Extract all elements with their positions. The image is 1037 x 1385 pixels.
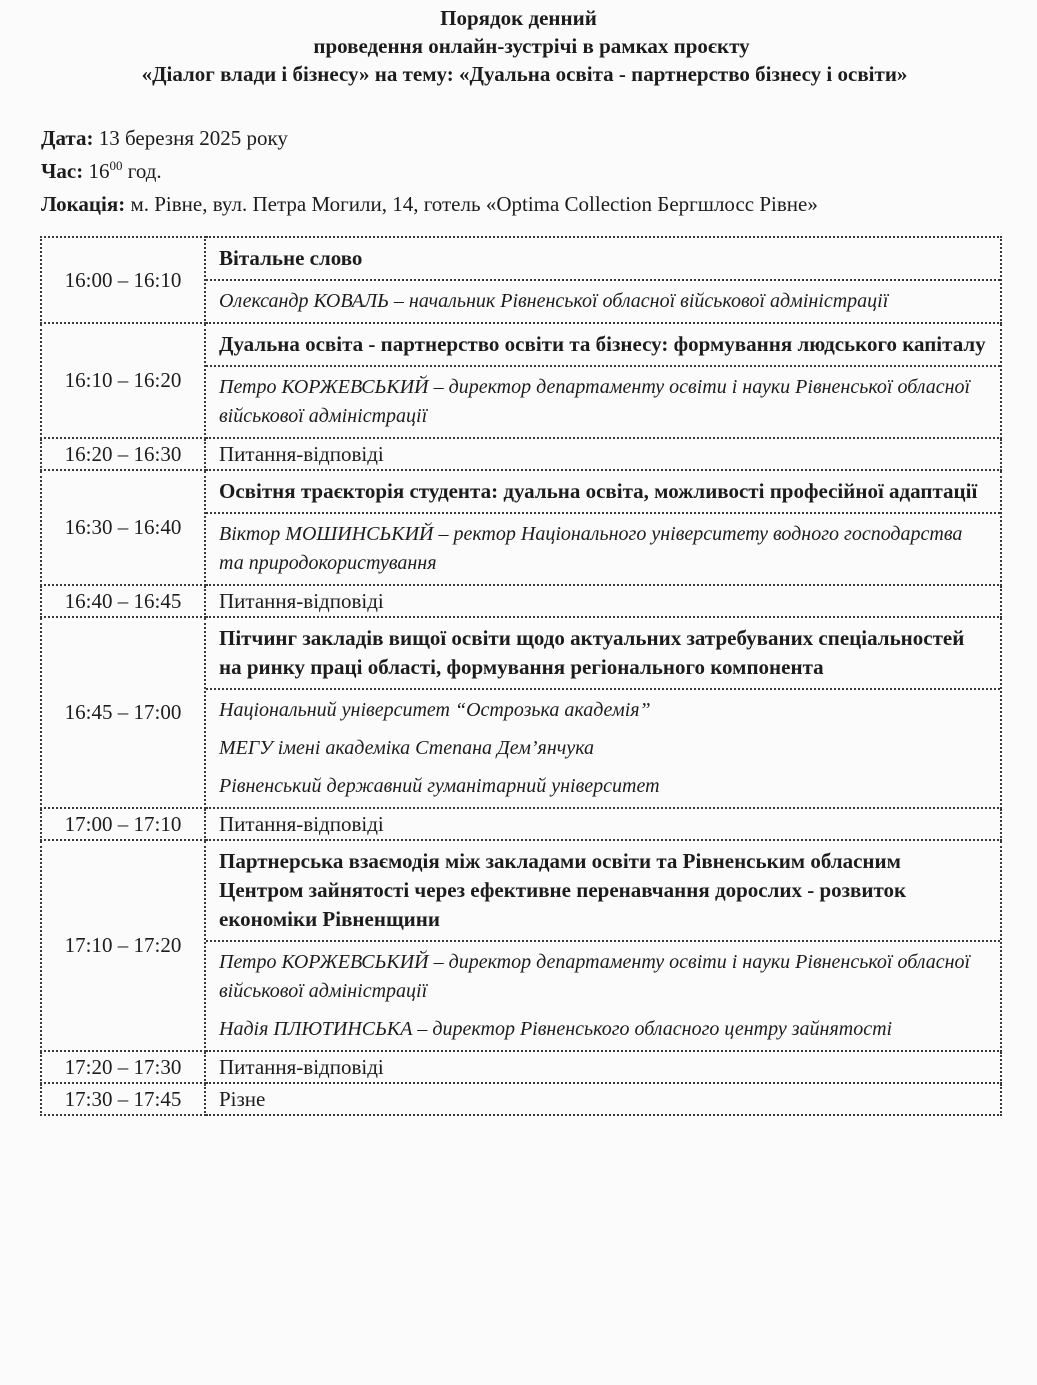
date-label: Дата:	[41, 126, 94, 150]
location-value: м. Рівне, вул. Петра Могили, 14, готель «Optima Collection Бергшлосс Рівне»	[130, 192, 818, 216]
time-hour: 16	[88, 159, 110, 183]
agenda-time: 16:20 – 16:30	[41, 438, 205, 470]
agenda-content	[205, 470, 1001, 585]
heading-title: Порядок денний	[440, 6, 597, 30]
time-suffix: год.	[127, 159, 162, 183]
agenda-content	[205, 617, 1001, 808]
agenda-speakers	[206, 279, 1000, 322]
agenda-row	[41, 237, 1001, 323]
location-row	[41, 188, 818, 221]
agenda-time: 17:20 – 17:30	[41, 1051, 205, 1083]
speaker: Надія ПЛЮТИНСЬКА – директор Рівненського обласного центру зайнятості	[219, 1018, 893, 1040]
agenda-misc: Різне	[219, 1087, 266, 1111]
agenda-speakers	[206, 365, 1000, 437]
time-minutes: 00	[109, 158, 123, 173]
speaker: Віктор МОШИНСЬКИЙ – ректор Національного університету водного господарства та природокористування	[219, 523, 963, 574]
agenda-qa: Питання-відповіді	[219, 442, 384, 466]
date-row	[41, 122, 818, 155]
meeting-details	[41, 122, 818, 221]
agenda-row	[41, 438, 1001, 470]
agenda-time: 16:45 – 17:00	[41, 617, 205, 808]
heading-subtitle: проведення онлайн-зустрічі в рамках проєкту	[313, 34, 750, 58]
agenda-time: 16:10 – 16:20	[41, 323, 205, 438]
agenda-row	[41, 808, 1001, 840]
agenda-row	[41, 1083, 1001, 1115]
document-heading	[0, 4, 1037, 88]
agenda-row	[41, 617, 1001, 808]
speaker: Петро КОРЖЕВСЬКИЙ – директор департаменту освіти і науки Рівненської обласної військової адміністрації	[219, 376, 971, 427]
agenda-content	[205, 323, 1001, 438]
agenda-content	[205, 808, 1001, 840]
agenda-row	[41, 585, 1001, 617]
agenda-qa: Питання-відповіді	[219, 589, 384, 613]
agenda-row	[41, 1051, 1001, 1083]
agenda-topic: Освітня траєкторія студента: дуальна освіта, можливості професійної адаптації	[219, 479, 978, 503]
agenda-content	[205, 1051, 1001, 1083]
agenda-topic: Вітальне слово	[219, 246, 363, 270]
time-label: Час:	[41, 159, 84, 183]
agenda-time: 16:30 – 16:40	[41, 470, 205, 585]
agenda-row	[41, 323, 1001, 438]
agenda-content	[205, 1083, 1001, 1115]
speaker: Рівненський державний гуманітарний університет	[219, 775, 660, 797]
location-label: Локація:	[41, 192, 126, 216]
speaker: Національний університет “Острозька академія”	[219, 699, 651, 721]
agenda-qa: Питання-відповіді	[219, 1055, 384, 1079]
agenda-content	[205, 237, 1001, 323]
agenda-speakers	[206, 512, 1000, 584]
date-value: 13 березня 2025 року	[98, 126, 288, 150]
agenda-table	[40, 236, 1002, 1116]
agenda-content	[205, 438, 1001, 470]
agenda-content	[205, 840, 1001, 1051]
agenda-topic: Дуальна освіта - партнерство освіти та бізнесу: формування людського капіталу	[219, 332, 986, 356]
agenda-time: 17:10 – 17:20	[41, 840, 205, 1051]
agenda-content	[205, 585, 1001, 617]
agenda-speakers	[206, 688, 1000, 807]
agenda-time: 16:40 – 16:45	[41, 585, 205, 617]
heading-topic: «Діалог влади і бізнесу» на тему: «Дуальна освіта - партнерство бізнесу і освіти»	[141, 62, 908, 86]
agenda-topic: Пітчинг закладів вищої освіти щодо актуальних затребуваних спеціальностей на ринку праці області, формування регіонального компонента	[219, 626, 965, 679]
speaker: Петро КОРЖЕВСЬКИЙ – директор департаменту освіти і науки Рівненської обласної військової адміністрації	[219, 951, 971, 1002]
agenda-time: 17:30 – 17:45	[41, 1083, 205, 1115]
speaker: МЕГУ імені академіка Степана Дем’янчука	[219, 737, 595, 759]
agenda-speakers	[206, 940, 1000, 1050]
agenda-topic: Партнерська взаємодія між закладами освіти та Рівненським обласним Центром зайнятості через ефективне перенавчання дорослих - розвиток економіки Рівненщини	[219, 849, 907, 931]
agenda-time: 16:00 – 16:10	[41, 237, 205, 323]
agenda-row	[41, 470, 1001, 585]
agenda-row	[41, 840, 1001, 1051]
time-row	[41, 155, 818, 188]
agenda-time: 17:00 – 17:10	[41, 808, 205, 840]
speaker: Олександр КОВАЛЬ – начальник Рівненської обласної військової адміністрації	[219, 290, 889, 312]
agenda-qa: Питання-відповіді	[219, 812, 384, 836]
